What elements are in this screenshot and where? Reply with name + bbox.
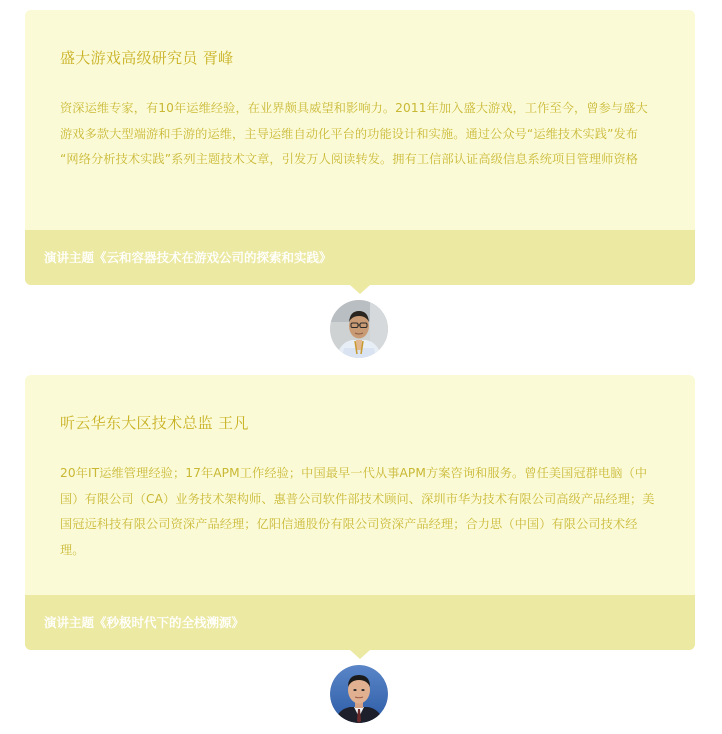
pointer-arrow: [350, 650, 370, 659]
speaker-avatar: [330, 300, 388, 358]
talk-topic: 演讲主题《云和容器技术在游戏公司的探索和实践》: [44, 250, 332, 265]
talk-topic: 演讲主题《秒极时代下的全栈溯源》: [44, 615, 245, 630]
speaker-title: 听云华东大区技术总监 王凡: [60, 414, 249, 432]
speaker-photo-icon: [330, 300, 388, 358]
topic-bar: [25, 595, 695, 650]
speaker-avatar: [330, 665, 388, 723]
speaker-bio: 资深运维专家，有10年运维经验，在业界颇具威望和影响力。2011年加入盛大游戏，工作至今，曾参与盛大游戏多款大型端游和手游的运维，主导运维自动化平台的功能设计和实施。通过公众号“运维技术实践”发布 “网络分析技术实践”系列主题技术文章，引发万人阅读转发。拥有工信部认证高级信息系统项目管理师资格: [60, 101, 648, 166]
speaker-title: 盛大游戏高级研究员 胥峰: [60, 49, 234, 67]
pointer-arrow: [350, 285, 370, 294]
speaker-card: [25, 10, 695, 285]
speaker-bio: 20年IT运维管理经验；17年APM工作经验；中国最早一代从事APM方案咨询和服务。曾任美国冠群电脑（中国）有限公司（CA）业务技术架构师、惠普公司软件部技术顾问、深圳市华为技术有限公司高级产品经理；美国冠远科技有限公司资深产品经理；亿阳信通股份有限公司资深产品经理；合力思（中国）有限公司技术经理。: [60, 466, 655, 557]
speaker-photo-icon: [330, 665, 388, 723]
speaker-card: [25, 375, 695, 650]
topic-bar: [25, 230, 695, 285]
